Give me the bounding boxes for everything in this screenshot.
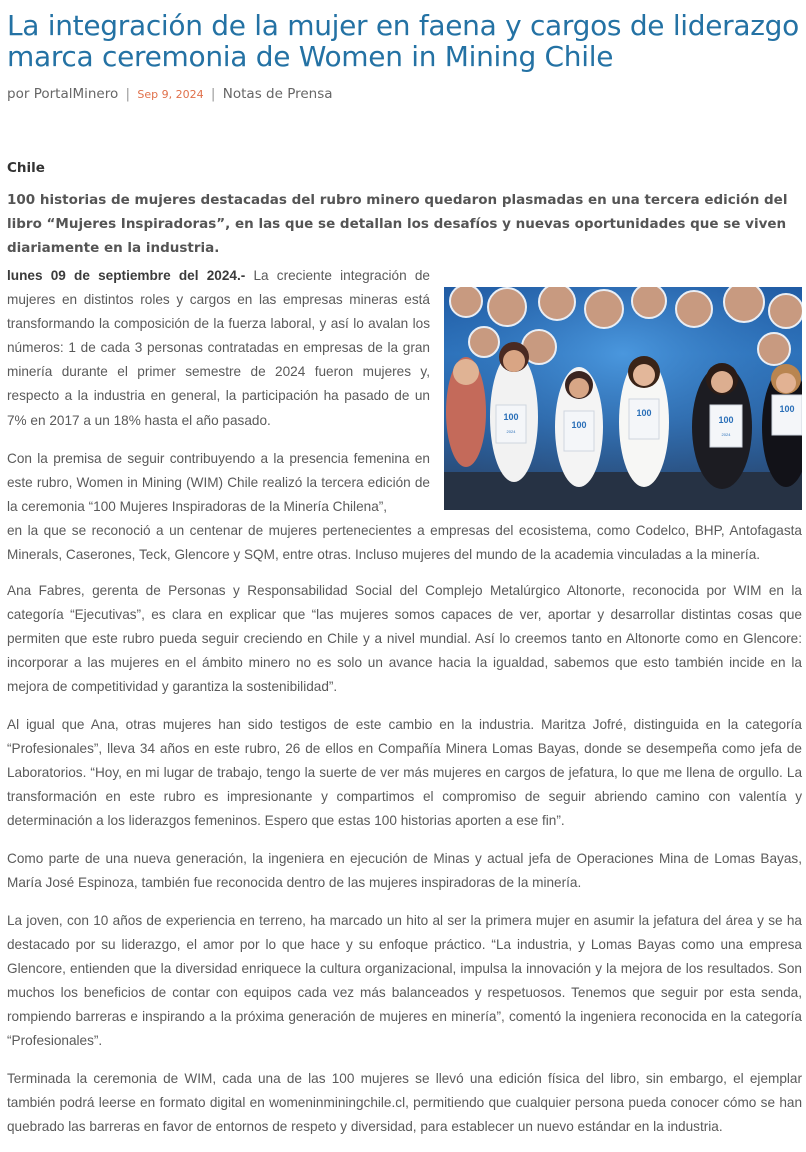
meta-prefix: por — [7, 86, 30, 102]
svg-text:2024: 2024 — [506, 429, 516, 434]
svg-text:100: 100 — [503, 412, 519, 422]
svg-text:100: 100 — [636, 408, 652, 418]
svg-text:100: 100 — [718, 415, 734, 425]
post-meta — [7, 84, 802, 105]
body-paragraph: Terminada la ceremonia de WIM, cada una de las 100 mujeres se llevó una edición física del libro, sin embargo, el ejemplar también podrá leerse en formato digital en womeninminingchile.cl, permitiendo que cualquier persona pueda conocer cómo se han quebrado las barreras en favor de entornos de respeto y diversidad, para establecer un nuevo estándar en la industria. — [7, 1070, 802, 1134]
body-paragraph — [7, 447, 802, 567]
meta-separator: | — [210, 86, 216, 102]
body-text: Con la premisa de seguir contribuyendo a la presencia femenina en este rubro, Women in Mining (WIM) Chile realizó la tercera edición de la ceremonia “100 Mujeres Inspiradoras de la Minería Chilena”, — [7, 451, 430, 515]
body-paragraph: Ana Fabres, gerenta de Personas y Responsabilidad Social del Complejo Metalúrgico Altonorte, reconocida por WIM en la categoría “Ejecutivas”, es clara en explicar que “las mujeres somos capaces de ver, aportar y desarrollar distintas cosas que permiten que este rubro pueda seguir creciendo en Chile y a nivel mundial. Así lo creemos tanto en Altonorte como en Glencore: incorporar a las mujeres en el ámbito minero no es solo un avance hacia la igualdad, sabemos que esto también incide en la mejora de competitividad y garantiza la sostenibilidad”. — [7, 583, 802, 695]
body-paragraph: La joven, con 10 años de experiencia en terreno, ha marcado un hito al ser la primera mujer en asumir la jefatura del área y se ha destacado por su liderazgo, el amor por lo que hace y su enfoque práctico. “La industria, y Lomas Bayas como una empresa Glencore, entienden que la diversidad enriquece la cultura organizacional, impulsa la innovación y la mejora de los resultados. Son muchos los beneficios de contar con equipos cada vez más balanceados y respetuosos. Tenemos que seguir por esta senda, rompiendo barreras e inspirando a la próxima generación de mujeres en minería”, comentó la ingeniera reconocida en la categoría “Profesionales”. — [7, 912, 802, 1049]
body-paragraph: Al igual que Ana, otras mujeres han sido testigos de este cambio en la industria. Maritza Jofré, distinguida en la categoría “Profesionales”, lleva 34 años en este rubro, 26 de ellos en Compañía Minera Lomas Bayas, donde se desempeña como jefa de Laboratorios. “Hoy, en mi lugar de trabajo, tengo la suerte de ver más mujeres en cargos de jefatura, lo que me llena de orgullo. La transformación en este rubro es impresionante y compartimos el compromiso de seguir abriendo camino con valentía y determinación a los liderazgos femeninos. Espero que estas 100 historias aporten a ese fin”. — [7, 716, 802, 829]
article — [7, 0, 802, 1134]
article-title: La integración de la mujer en faena y cargos de liderazgo marca ceremonia de Women in Mining Chile — [7, 9, 799, 73]
article-body — [7, 579, 802, 1152]
body-text: en la que se reconoció a un centenar de mujeres pertenecientes a empresas del ecosistema, como Codelco, BHP, Antofagasta Minerals, Caserones, Teck, Glencore y SQM, entre otras. Incluso mujeres del mundo de la academia vinculadas a la minería. — [7, 523, 802, 563]
svg-text:100: 100 — [571, 420, 587, 430]
lead-paragraph: 100 historias de mujeres destacadas del rubro minero quedaron plasmadas en una tercera edición del libro “Mujeres Inspiradoras”, en las que se detallan los desafíos y nuevas oportunidades que se viven diariamente en la industria. — [7, 192, 788, 256]
svg-text:2024: 2024 — [721, 432, 731, 437]
post-date: Sep 9, 2024 — [137, 88, 204, 101]
svg-text:100: 100 — [779, 404, 795, 414]
location-label: Chile — [7, 160, 45, 176]
category-link[interactable]: Notas de Prensa — [222, 86, 333, 102]
author-link[interactable]: PortalMinero — [33, 86, 119, 102]
body-text: La creciente integración de mujeres en distintos roles y cargos en las empresas mineras está transformando la composición de la fuerza laboral, y así lo avalan los números: 1 de cada 3 personas contratadas en empresas de la gran minería durante el primer semestre de 2024 fueron mujeres y, respecto a la industria en general, la participación ha pasado de un 7% en 2017 a un 18% hasta el año pasado. — [7, 268, 430, 428]
meta-separator: | — [125, 86, 131, 102]
body-paragraph — [7, 264, 430, 433]
dateline: lunes 09 de septiembre del 2024.- — [7, 268, 246, 283]
body-paragraph: Como parte de una nueva generación, la ingeniera en ejecución de Minas y actual jefa de Operaciones Mina de Lomas Bayas, María José Espinoza, también fue reconocida dentro de las mujeres inspiradoras de la minería. — [7, 850, 802, 891]
